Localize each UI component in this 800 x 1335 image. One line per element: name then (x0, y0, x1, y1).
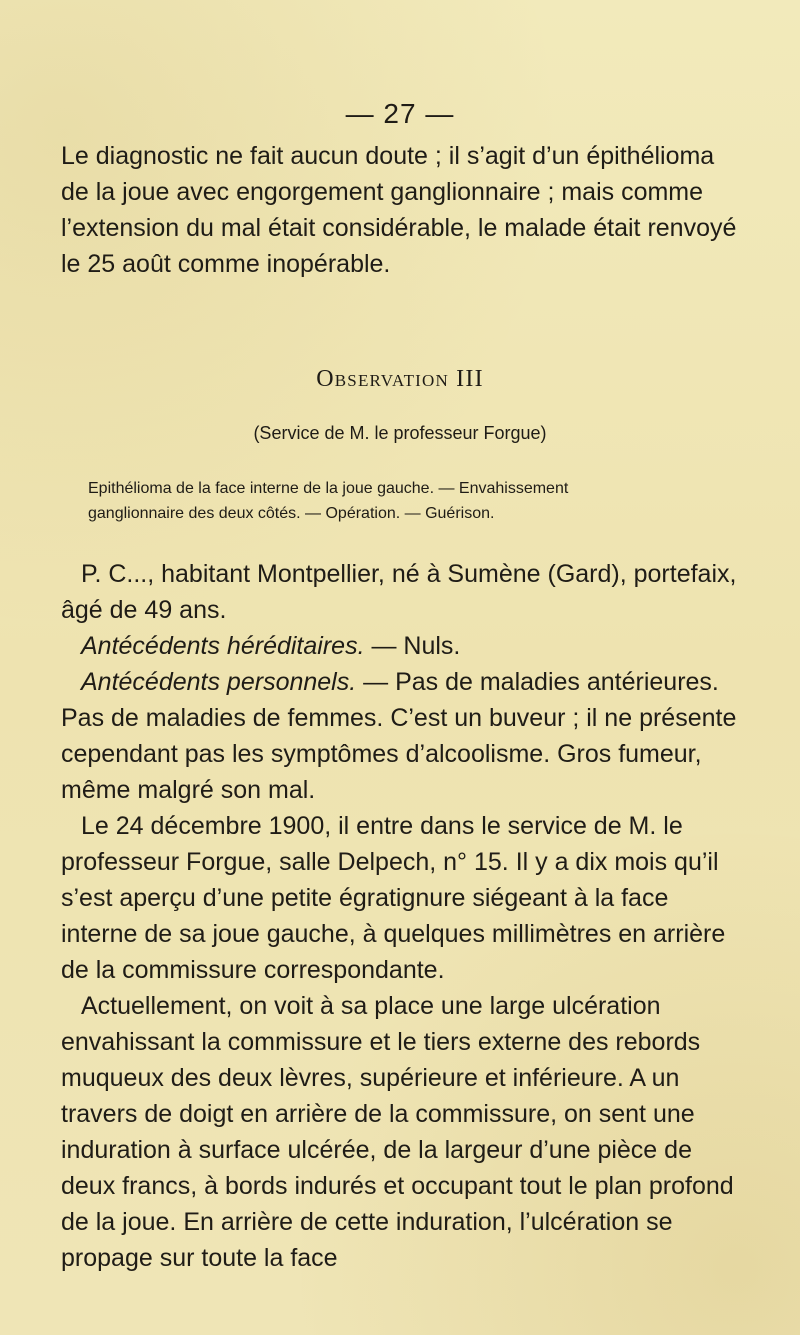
hereditary-text: — Nuls. (364, 632, 461, 660)
personal-history-paragraph (61, 664, 741, 808)
summary-line-2: ganglionnaire des deux côtés. — Opération. — Guérison. (88, 505, 495, 522)
personal-history-label: Antécédents personnels. (81, 668, 357, 696)
current-state-paragraph: Actuellement, on voit à sa place une large ulcération envahissant la commissure et le tiers externe des rebords muqueux des deux lèvres, supérieure et inférieure. A un travers de doigt en arrière de la commissure, on sent une induration à surface ulcérée, de la largeur d’une pièce de deux francs, à bords indurés et occupant tout le plan profond de la joue. En arrière de cette induration, l’ulcération se propage sur toute la face (61, 992, 734, 1272)
observation-body (61, 556, 741, 1276)
personal-history-text: — Pas de maladies antérieures. Pas de maladies de femmes. C’est un buveur ; il ne présente cependant pas les symptômes d’alcoolisme. Gros fumeur, même malgré son mal. (61, 668, 737, 804)
service-line: (Service de M. le professeur Forgue) (253, 423, 547, 443)
case-summary (88, 476, 738, 526)
observation-title: Observation III (316, 366, 484, 392)
hereditary-label: Antécédents héréditaires. (81, 632, 365, 660)
admission-paragraph: Le 24 décembre 1900, il entre dans le service de M. le professeur Forgue, salle Delpech, n° 15. Il y a dix mois qu’il s’est aperçu d’une petite égratignure siégeant à la face interne de sa joue gauche, à quelques millimètres en arrière de la commissure correspondante. (61, 812, 726, 984)
summary-line-1: Epithélioma de la face interne de la joue gauche. — Envahissement (88, 480, 569, 497)
patient-paragraph: P. C..., habitant Montpellier, né à Sumène (Gard), portefaix, âgé de 49 ans. (61, 560, 737, 624)
hereditary-paragraph (61, 628, 741, 664)
intro-paragraph: Le diagnostic ne fait aucun doute ; il s’agit d’un épithélioma de la joue avec engorgement ganglionnaire ; mais comme l’extension du mal était considérable, le malade était renvoyé le 25 août comme inopérable. (61, 142, 737, 278)
page-number: — 27 — (345, 98, 455, 129)
